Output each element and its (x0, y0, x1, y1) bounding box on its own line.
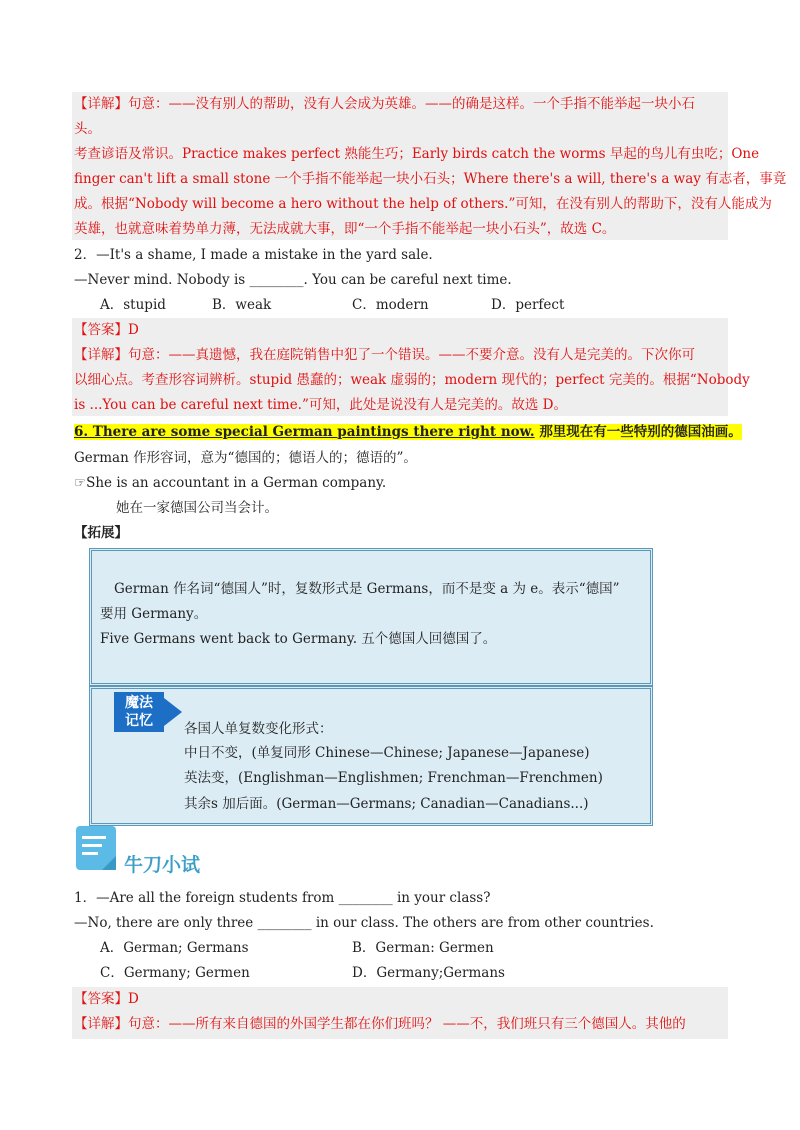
q2-answer: 【答案】D (74, 322, 139, 338)
practice-stem: 1．—Are all the foreign students from ________ in your class? (74, 890, 491, 906)
extension-example: Five Germans went back to Germany. 五个德国人回德国了。 (100, 631, 497, 647)
magic-memory-text: 中日不变，(单复同形 Chinese—Chinese; Japanese—Japanese) (184, 745, 590, 761)
magic-memory-badge (114, 692, 184, 732)
q1-explain-line: 头。 (74, 121, 101, 137)
q2-stem: 2．—It's a shame, I made a mistake in the yard sale. (74, 247, 433, 263)
magic-memory-text: 各国人单复数变化形式： (184, 721, 333, 737)
section-title: 牛刀小试 (124, 854, 201, 876)
example-sentence-en: ☞She is an accountant in a German company. (74, 475, 387, 491)
q2-explain-line: 【详解】句意：——真遗憾，我在庭院销售中犯了一个错误。——不要介意。没有人是完美的。下次你可 (74, 347, 695, 363)
extension-text: 要用 Germany。 (100, 606, 208, 622)
q2-option-b: B．weak (212, 297, 272, 313)
q2-explain-line: is ...You can be careful next time.”可知，此处是说没有人是完美的。故选 D。 (74, 397, 567, 413)
q2-explain-line: 以细心点。考查形容词辨析。stupid 愚蠢的；weak 虚弱的；modern 现代的；perfect 完美的。根据“Nobody (74, 372, 750, 388)
point6-heading-cn: 那里现在有一些特别的德国油画。 (539, 424, 742, 440)
q2-stem: —Never mind. Nobody is ________. You can be careful next time. (74, 272, 512, 288)
magic-label-line: 记忆 (125, 713, 153, 729)
expand-label: 【拓展】 (74, 525, 128, 541)
practice-option-c: C．Germany; Germen (100, 965, 250, 981)
practice-option-a: A．German; Germans (100, 940, 249, 956)
magic-label-line: 魔法 (125, 695, 153, 711)
example-sentence-cn: 她在一家德国公司当会计。 (116, 500, 278, 516)
practice-option-d: D．Germany;Germans (352, 965, 505, 981)
practice-option-b: B．German: Germen (352, 940, 494, 956)
q2-option-a: A．stupid (100, 297, 166, 313)
practice-stem: —No, there are only three ________ in our class. The others are from other countries. (74, 915, 654, 931)
note-icon (72, 820, 120, 874)
point6-heading-en: 6. There are some special German paintings there right now. (74, 424, 535, 440)
magic-memory-icon (114, 692, 164, 732)
practice-answer: 【答案】D (74, 991, 139, 1007)
extension-text: German 作名词“德国人”时，复数形式是 Germans，而不是变 a 为 e。表示“德国” (114, 581, 620, 597)
q2-option-d: D．perfect (491, 297, 565, 313)
practice-explain-line: 【详解】句意：——所有来自德国的外国学生都在你们班吗？ ——不，我们班只有三个德国人。其他的 (74, 1016, 686, 1032)
magic-memory-text: 其余s 加后面。(German—Germans; Canadian—Canadians...) (184, 796, 589, 812)
q1-explain-line: 成。根据“Nobody will become a hero without the help of others.”可知，在没有别人的帮助下，没有人能成为 (74, 196, 772, 212)
q2-option-c: C．modern (352, 297, 429, 313)
arrow-right-icon (164, 698, 182, 726)
q1-explain-line: finger can't lift a small stone 一个手指不能举起一块小石头；Where there's a will, there's a way 有志者，事竟 (74, 171, 787, 187)
point6-heading (74, 420, 742, 444)
q1-explain-line: 考查谚语及常识。Practice makes perfect 熟能生巧；Early birds catch the worms 早起的鸟儿有虫吃；One (74, 146, 760, 162)
q1-explain-line: 【详解】句意：——没有别人的帮助，没有人会成为英雄。——的确是这样。一个手指不能举起一块小石 (74, 96, 695, 112)
magic-memory-text: 英法变，(Englishman—Englishmen; Frenchman—Frenchmen) (184, 770, 603, 786)
q1-explain-line: 英雄，也就意味着势单力薄，无法成就大事，即“一个手指不能举起一块小石头”，故选 C。 (74, 221, 616, 237)
point6-description: German 作形容词，意为“德国的；德语人的；德语的”。 (74, 450, 417, 466)
